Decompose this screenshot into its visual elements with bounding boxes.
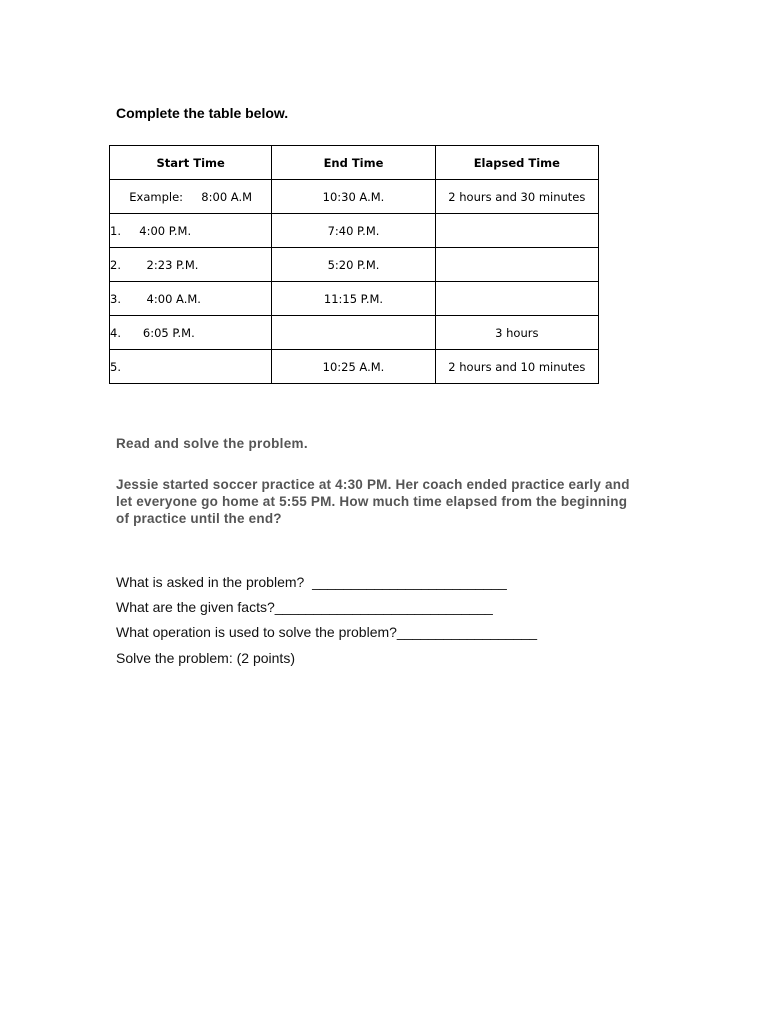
row-elapsed-answer[interactable] xyxy=(435,248,598,282)
row-start: 2. 2:23 P.M. xyxy=(110,248,272,282)
header-start-time: Start Time xyxy=(110,146,272,180)
row-end: 10:25 A.M. xyxy=(272,350,435,384)
row-elapsed: 2 hours and 10 minutes xyxy=(435,350,598,384)
row-end: 7:40 P.M. xyxy=(272,214,435,248)
question-asked: What is asked in the problem? _________________________ xyxy=(116,574,507,590)
question-facts: What are the given facts?____________________________ xyxy=(116,599,493,615)
row-elapsed-answer[interactable] xyxy=(435,282,598,316)
problem-text: Jessie started soccer practice at 4:30 PM. Her coach ended practice early and let everyone go home at 5:55 PM. How much time elapsed from the beginning of practice until the end? xyxy=(116,477,630,526)
table-row xyxy=(110,214,599,248)
header-end-time: End Time xyxy=(272,146,435,180)
example-start: Example: 8:00 A.M xyxy=(110,180,272,214)
row-elapsed: 3 hours xyxy=(435,316,598,350)
row-start-answer[interactable]: 5. xyxy=(110,350,272,384)
table-row-example xyxy=(110,180,599,214)
header-elapsed-time: Elapsed Time xyxy=(435,146,598,180)
row-start: 1. 4:00 P.M. xyxy=(110,214,272,248)
row-end-answer[interactable] xyxy=(272,316,435,350)
example-end: 10:30 A.M. xyxy=(272,180,435,214)
row-start: 3. 4:00 A.M. xyxy=(110,282,272,316)
page-heading: Complete the table below. xyxy=(116,105,289,121)
section-title: Read and solve the problem. xyxy=(116,436,308,451)
elapsed-time-table xyxy=(109,145,599,384)
table-row xyxy=(110,316,599,350)
table-row xyxy=(110,282,599,316)
table-row xyxy=(110,248,599,282)
table-row xyxy=(110,350,599,384)
row-elapsed-answer[interactable] xyxy=(435,214,598,248)
row-end: 11:15 P.M. xyxy=(272,282,435,316)
table-header-row xyxy=(110,146,599,180)
example-elapsed: 2 hours and 30 minutes xyxy=(435,180,598,214)
question-solve: Solve the problem: (2 points) xyxy=(116,650,295,666)
row-end: 5:20 P.M. xyxy=(272,248,435,282)
row-start: 4. 6:05 P.M. xyxy=(110,316,272,350)
question-operation: What operation is used to solve the problem?__________________ xyxy=(116,624,538,640)
